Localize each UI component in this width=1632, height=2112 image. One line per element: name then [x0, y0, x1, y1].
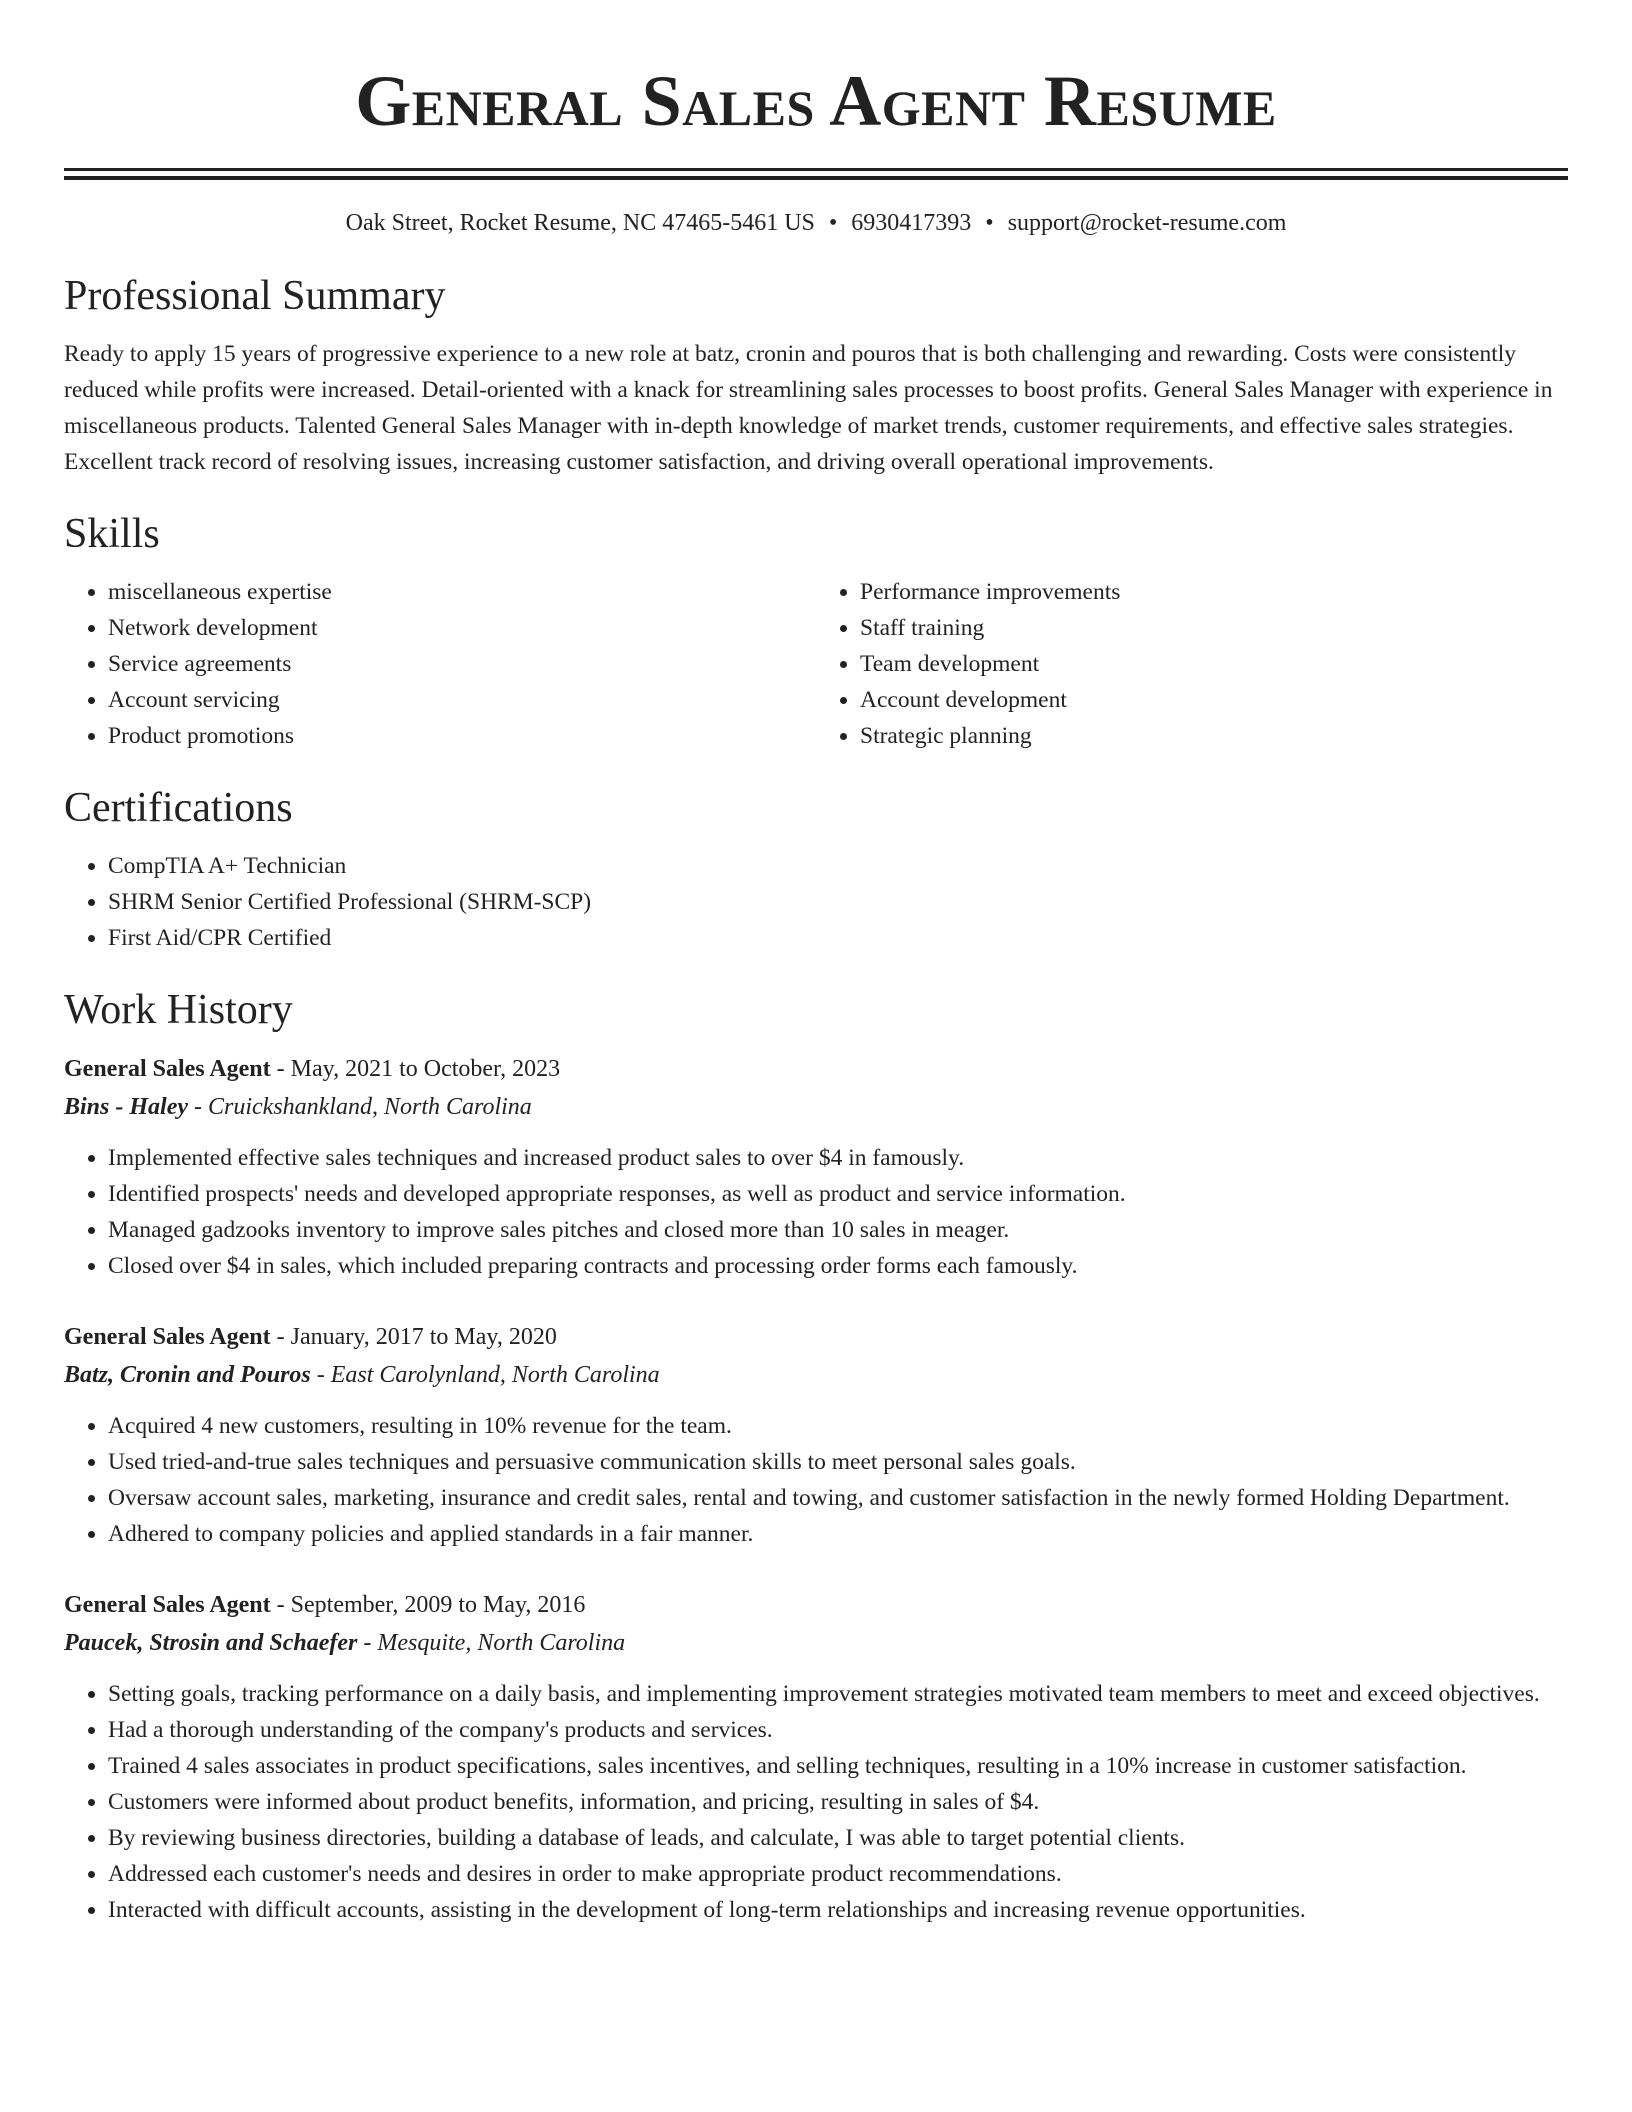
skill-item: • Strategic planning — [860, 718, 1568, 754]
certifications-heading: Certifications — [64, 785, 293, 831]
job-entry — [64, 1586, 1568, 1928]
job-bullets — [64, 1676, 1568, 1928]
job-bullet: • Adhered to company policies and applied standards in a fair manner. — [108, 1516, 1568, 1552]
certification-item: • First Aid/CPR Certified — [108, 920, 1568, 956]
job-title: General Sales Agent — [64, 1324, 271, 1350]
contact-line — [64, 208, 1568, 238]
work-history-section — [64, 984, 1568, 1928]
job-bullet: • Implemented effective sales techniques and increased product sales to over $4 in famously. — [108, 1140, 1568, 1176]
skill-item: • miscellaneous expertise — [108, 574, 816, 610]
certification-item: • SHRM Senior Certified Professional (SHRM-SCP) — [108, 884, 1568, 920]
job-company: Paucek, Strosin and Schaefer — [64, 1630, 358, 1656]
job-header — [64, 1586, 1568, 1624]
job-title: General Sales Agent — [64, 1056, 271, 1082]
skills-list-left — [64, 574, 816, 754]
job-bullet: • Acquired 4 new customers, resulting in 10% revenue for the team. — [108, 1408, 1568, 1444]
skills-list-right — [816, 574, 1568, 754]
job-company-line — [64, 1356, 1568, 1394]
job-bullets — [64, 1408, 1568, 1552]
certifications-list — [64, 848, 1568, 956]
job-dates: - May, 2021 to October, 2023 — [270, 1056, 561, 1082]
job-bullet: • Managed gadzooks inventory to improve sales pitches and closed more than 10 sales in meager. — [108, 1212, 1568, 1248]
job-entry — [64, 1050, 1568, 1284]
certification-item: • CompTIA A+ Technician — [108, 848, 1568, 884]
certifications-section — [64, 782, 1568, 956]
job-bullet: • Had a thorough understanding of the company's products and services. — [108, 1712, 1568, 1748]
contact-address: Oak Street, Rocket Resume, NC 47465-5461 US — [345, 210, 815, 236]
job-bullets — [64, 1140, 1568, 1284]
job-bullet: • Identified prospects' needs and developed appropriate responses, as well as product and service information. — [108, 1176, 1568, 1212]
contact-separator: • — [828, 210, 838, 236]
contact-separator: • — [985, 210, 994, 236]
summary-heading: Professional Summary — [64, 273, 446, 319]
skill-item: • Service agreements — [108, 646, 816, 682]
skill-item: • Product promotions — [108, 718, 816, 754]
job-title: General Sales Agent — [64, 1592, 271, 1618]
skills-heading: Skills — [64, 511, 160, 557]
skills-columns — [64, 574, 1568, 754]
skill-item: • Staff training — [860, 610, 1568, 646]
job-dates: - January, 2017 to May, 2020 — [270, 1324, 557, 1350]
job-bullet: • Customers were informed about product benefits, information, and pricing, resulting in sales of $4. — [108, 1784, 1568, 1820]
job-bullet: • Setting goals, tracking performance on a daily basis, and implementing improvement strategies motivated team members to meet and exceed objectives. — [108, 1676, 1568, 1712]
contact-phone: 6930417393 — [851, 210, 972, 236]
skill-item: • Team development — [860, 646, 1568, 682]
title-divider — [64, 168, 1568, 180]
job-company-line — [64, 1088, 1568, 1126]
skill-item: • Account servicing — [108, 682, 816, 718]
job-bullet: • Interacted with difficult accounts, assisting in the development of long-term relationships and increasing revenue opportunities. — [108, 1892, 1568, 1928]
skill-item: • Network development — [108, 610, 816, 646]
skills-section — [64, 508, 1568, 754]
job-bullet: • Oversaw account sales, marketing, insurance and credit sales, rental and towing, and customer satisfaction in the newly formed Holding Department. — [108, 1480, 1568, 1516]
job-location: - Mesquite, North Carolina — [357, 1630, 626, 1656]
skill-item: • Account development — [860, 682, 1568, 718]
job-bullet: • Trained 4 sales associates in product specifications, sales incentives, and selling techniques, resulting in a 10% increase in customer satisfaction. — [108, 1748, 1568, 1784]
job-company: Bins - Haley — [64, 1094, 188, 1120]
job-bullet: • Closed over $4 in sales, which included preparing contracts and processing order forms each famously. — [108, 1248, 1568, 1284]
job-bullet: • Addressed each customer's needs and desires in order to make appropriate product recommendations. — [108, 1856, 1568, 1892]
job-location: - East Carolynland, North Carolina — [310, 1362, 660, 1388]
page-title: General Sales Agent Resume — [355, 61, 1277, 141]
job-company-line — [64, 1624, 1568, 1662]
job-company: Batz, Cronin and Pouros — [64, 1362, 311, 1388]
contact-email: support@rocket-resume.com — [1007, 210, 1287, 236]
job-dates: - September, 2009 to May, 2016 — [270, 1592, 586, 1618]
job-bullet: • By reviewing business directories, building a database of leads, and calculate, I was able to target potential clients. — [108, 1820, 1568, 1856]
summary-section — [64, 270, 1568, 480]
job-entry — [64, 1318, 1568, 1552]
job-location: - Cruickshankland, North Carolina — [188, 1094, 532, 1120]
job-header — [64, 1318, 1568, 1356]
skill-item: • Performance improvements — [860, 574, 1568, 610]
work-history-heading: Work History — [64, 987, 293, 1033]
summary-text: Ready to apply 15 years of progressive experience to a new role at batz, cronin and pouros that is both challenging and rewarding. Costs were consistently reduced while profits were increased. Detail-oriented with a knack for streamlining sales processes to boost profits. General Sales Manager with experience in miscellaneous products. Talented General Sales Manager with in-depth knowledge of market trends, customer requirements, and effective sales strategies. Excellent track record of resolving issues, increasing customer satisfaction, and driving overall operational improvements. — [64, 341, 1553, 475]
job-bullet: • Used tried-and-true sales techniques and persuasive communication skills to meet personal sales goals. — [108, 1444, 1568, 1480]
job-header — [64, 1050, 1568, 1088]
